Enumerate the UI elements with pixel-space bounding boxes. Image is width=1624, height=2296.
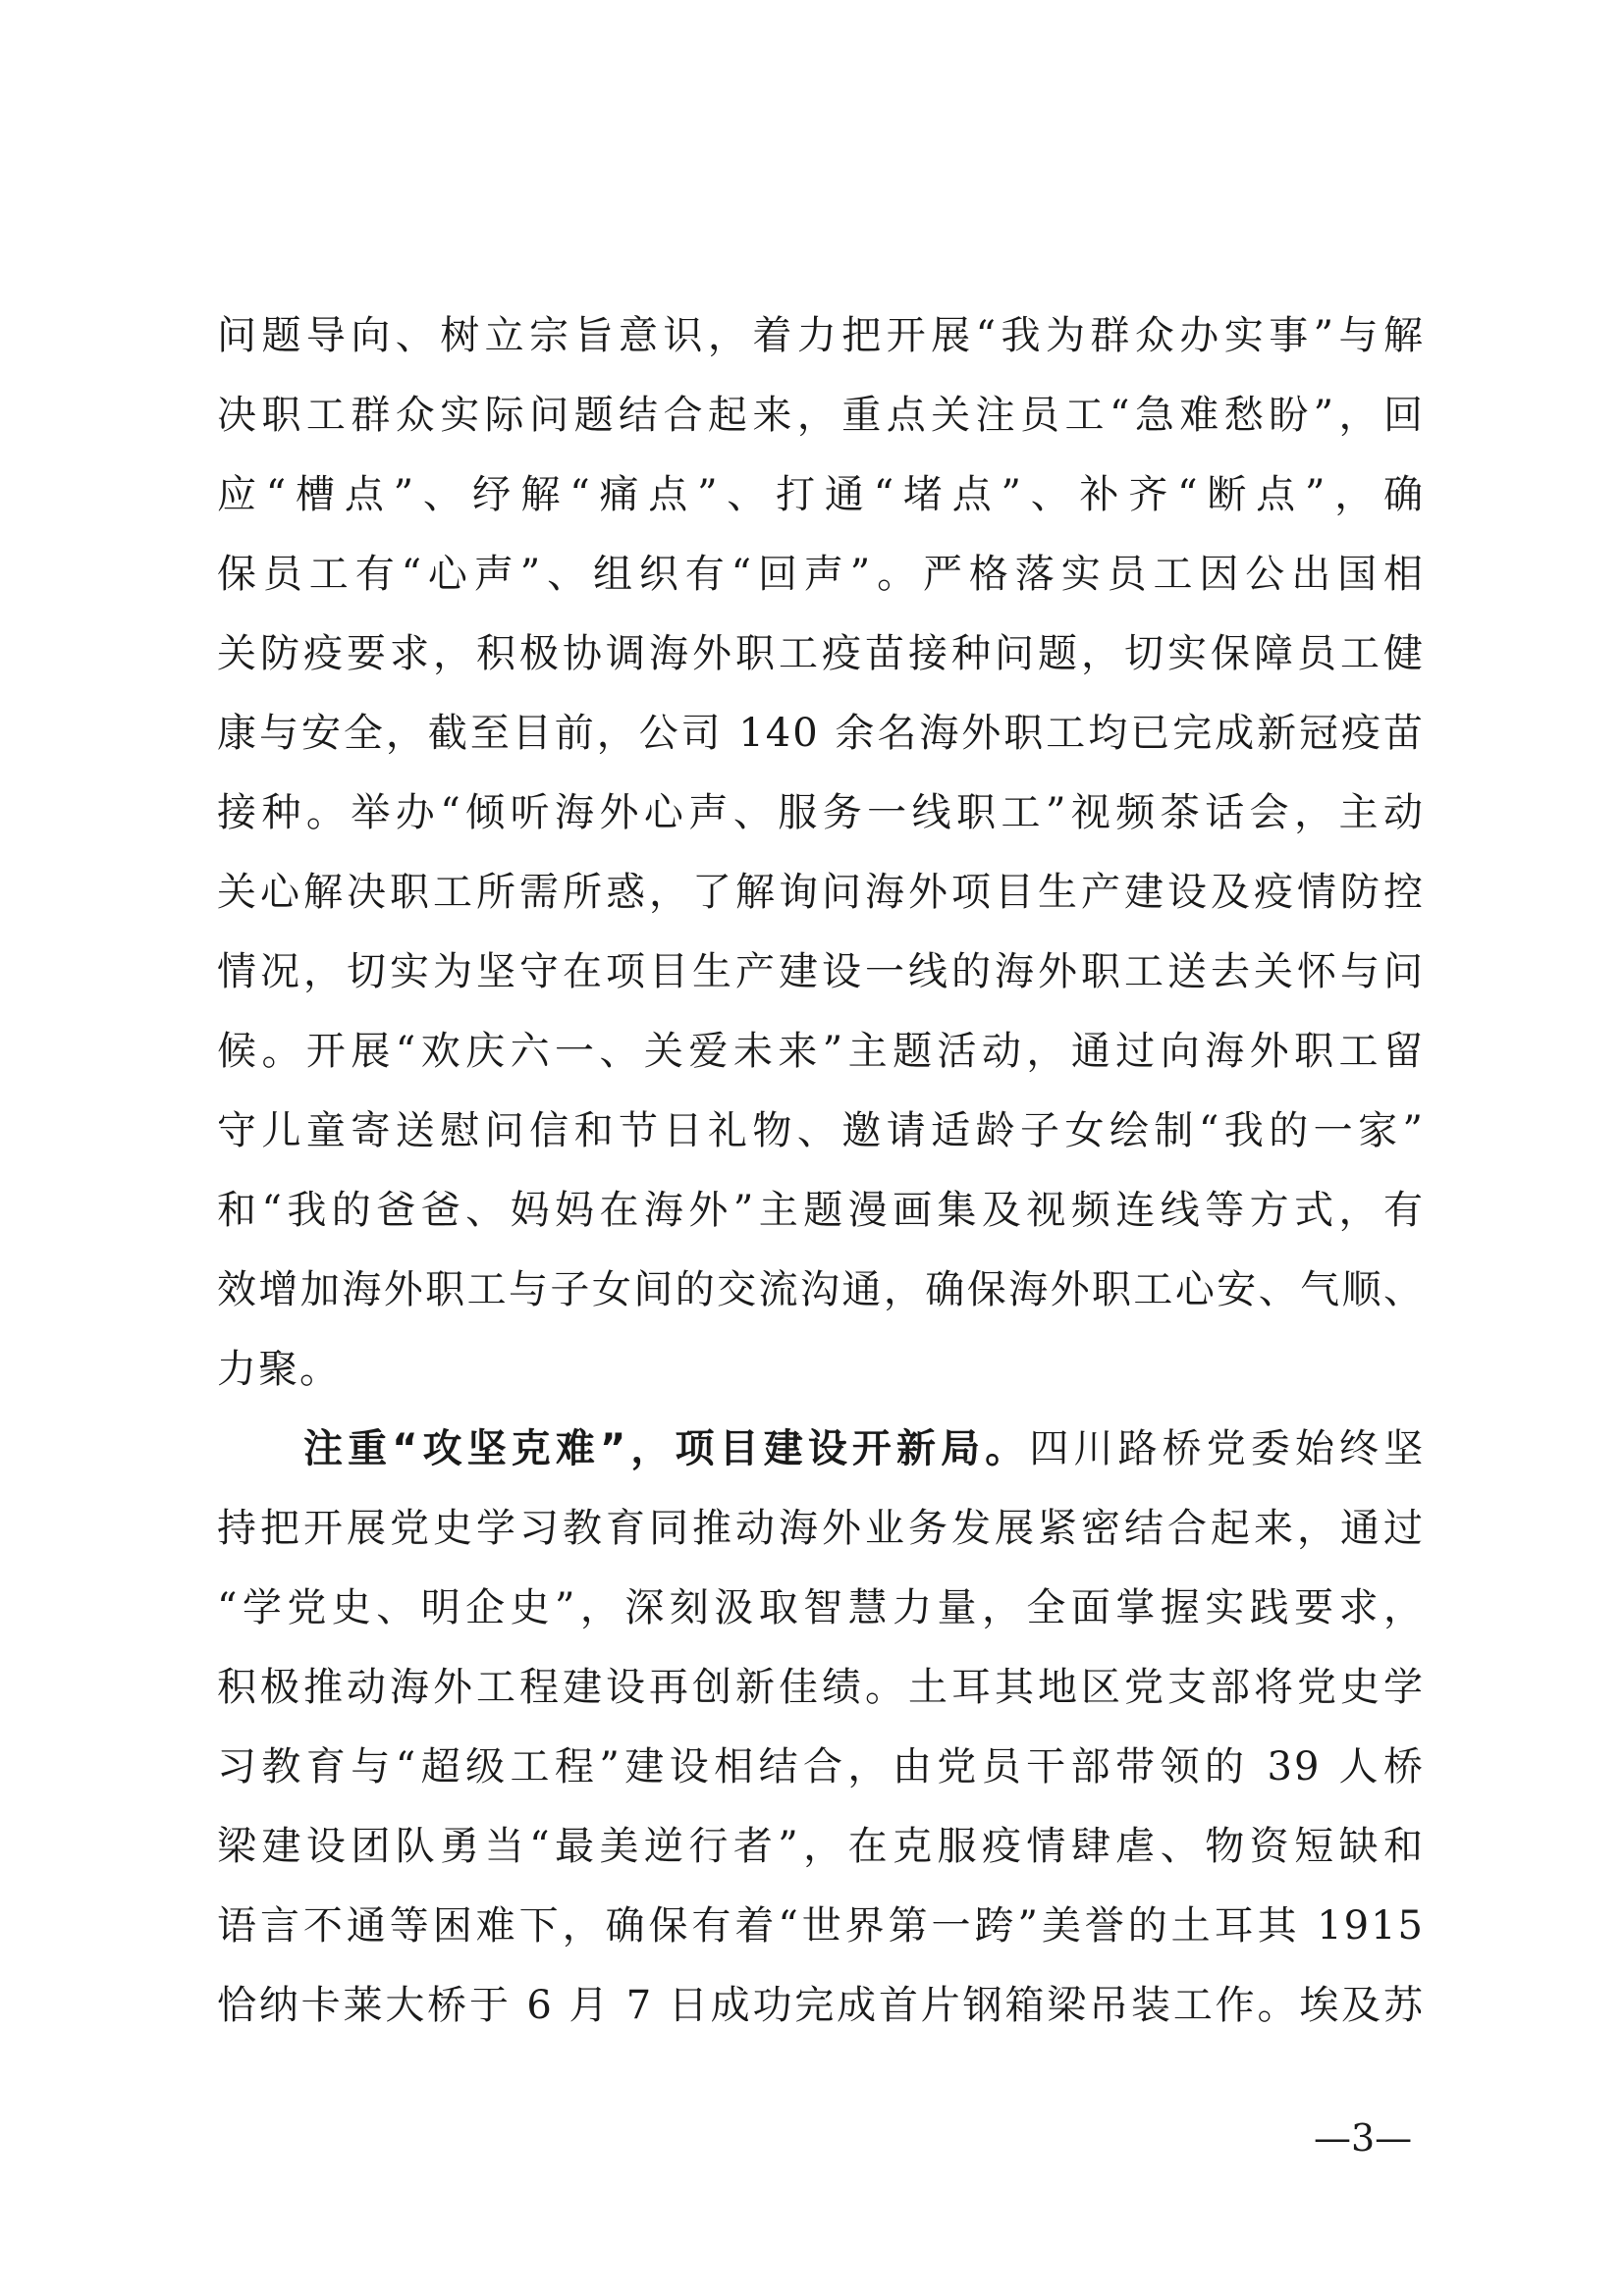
text-line: 关心解决职工所需所惑，了解询问海外项目生产建设及疫情防控	[217, 870, 1425, 915]
text-line: 语言不通等困难下，确保有着“世界第一跨”美誉的土耳其 1915	[217, 1903, 1425, 1949]
text-line: 康与安全，截至目前，公司 140 余名海外职工均已完成新冠疫苗	[217, 711, 1425, 756]
text-line: 决职工群众实际问题结合起来，重点关注员工“急难愁盼”，回	[217, 393, 1425, 438]
section-heading: 注重“攻坚克难”，项目建设开新局。	[303, 1426, 1030, 1471]
text-line: 应“槽点”、纾解“痛点”、打通“堵点”、补齐“断点”，确	[217, 472, 1425, 517]
text-line: 梁建设团队勇当“最美逆行者”，在克服疫情肆虐、物资短缺和	[217, 1824, 1425, 1869]
text-line: 候。开展“欢庆六一、关爱未来”主题活动，通过向海外职工留	[217, 1029, 1425, 1074]
heading-line-rest: 四川路桥党委始终坚	[1029, 1426, 1425, 1471]
text-line: 和“我的爸爸、妈妈在海外”主题漫画集及视频连线等方式，有	[217, 1188, 1425, 1233]
text-line: 情况，切实为坚守在项目生产建设一线的海外职工送去关怀与问	[217, 949, 1425, 994]
text-line: 习教育与“超级工程”建设相结合，由党员干部带领的 39 人桥	[217, 1744, 1425, 1789]
text-line: 持把开展党史学习教育同推动海外业务发展紧密结合起来，通过	[217, 1506, 1425, 1551]
text-line: 恰纳卡莱大桥于 6 月 7 日成功完成首片钢箱梁吊装工作。埃及苏	[217, 1983, 1425, 2028]
text-line: 力聚。	[217, 1347, 341, 1392]
text-line: 积极推动海外工程建设再创新佳绩。土耳其地区党支部将党史学	[217, 1665, 1425, 1710]
text-line: 问题导向、树立宗旨意识，着力把开展“我为群众办实事”与解	[217, 313, 1425, 358]
page-number: —3—	[1314, 2116, 1413, 2160]
text-line: 守儿童寄送慰问信和节日礼物、邀请适龄子女绘制“我的一家”	[217, 1108, 1425, 1153]
paragraph-2-first-line	[217, 1410, 1425, 1489]
body-text	[217, 296, 1425, 2046]
text-line: 保员工有“心声”、组织有“回声”。严格落实员工因公出国相	[217, 552, 1425, 597]
text-line: 接种。举办“倾听海外心声、服务一线职工”视频茶话会，主动	[217, 790, 1425, 835]
text-line: 效增加海外职工与子女间的交流沟通，确保海外职工心安、气顺、	[217, 1267, 1425, 1312]
text-line: 关防疫要求，积极协调海外职工疫苗接种问题，切实保障员工健	[217, 631, 1425, 676]
text-line: “学党史、明企史”，深刻汲取智慧力量，全面掌握实践要求，	[217, 1585, 1425, 1630]
